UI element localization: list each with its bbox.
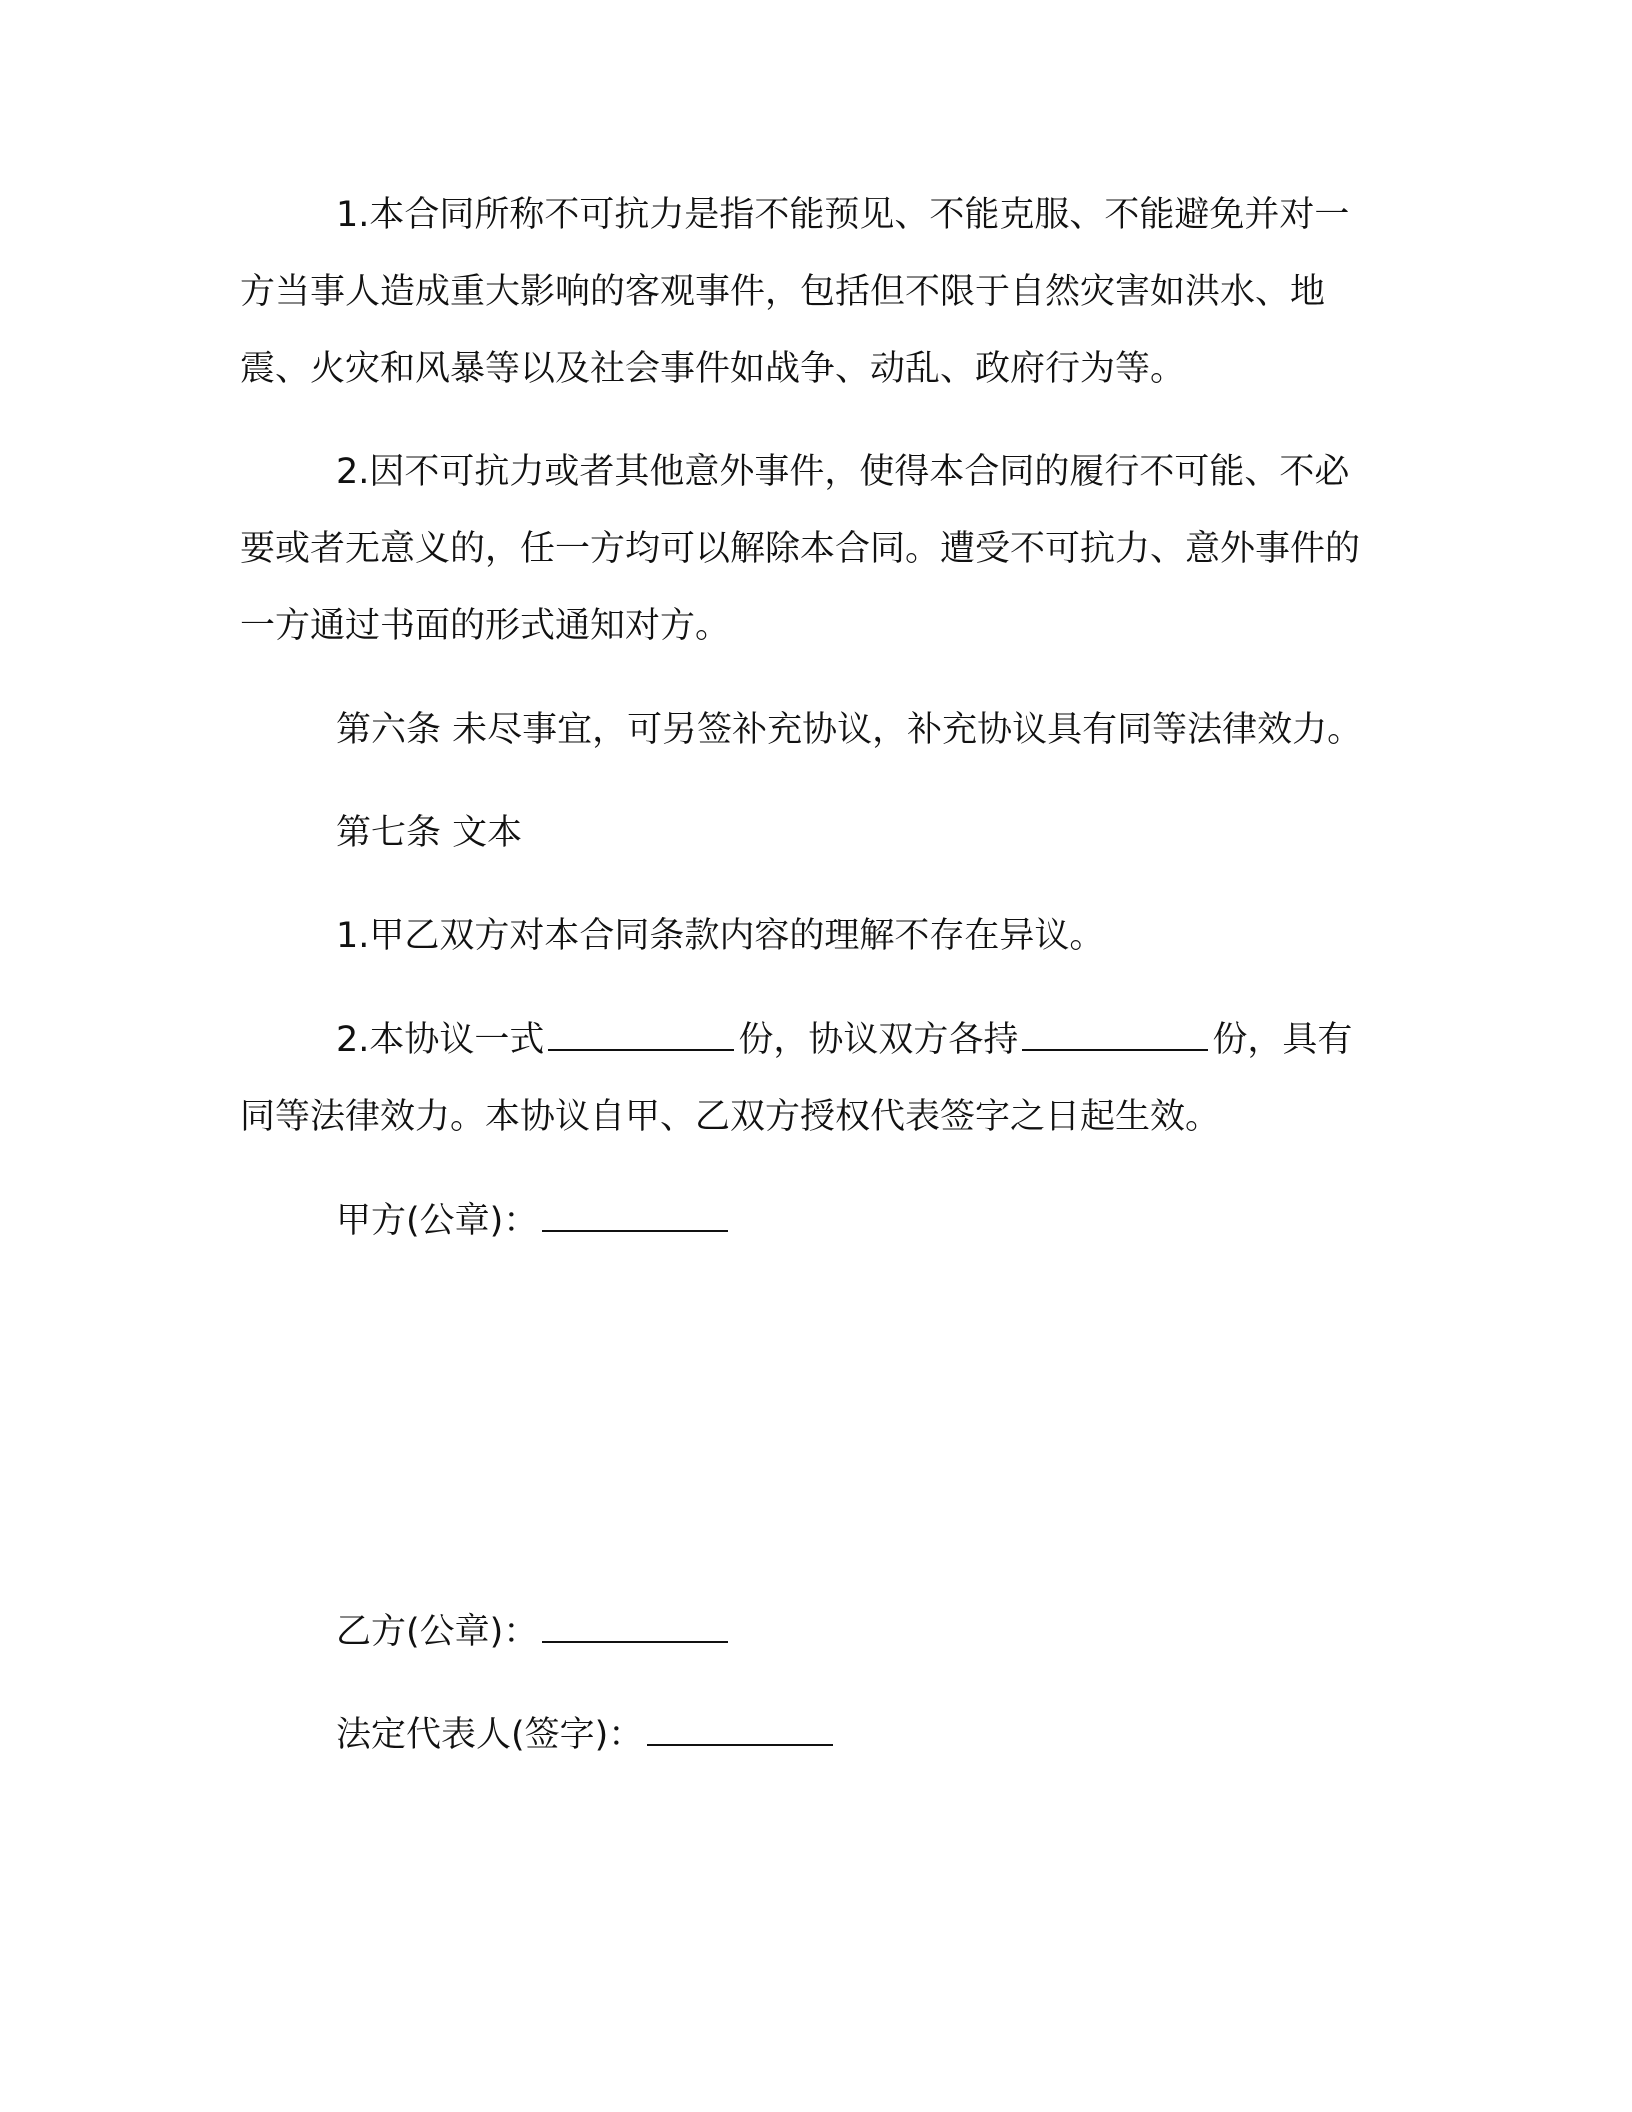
item-2-text-a: 2.本协议一式 — [336, 1020, 545, 1060]
legal-rep-label: 法定代表人(签字)： — [336, 1715, 644, 1755]
party-a-signature-blank — [542, 1200, 728, 1232]
legal-rep-signature — [336, 1697, 837, 1774]
legal-rep-signature-blank — [647, 1714, 833, 1746]
force-majeure-clause-2: 2.因不可抗力或者其他意外事件，使得本合同的履行不可能、不必要或者无意义的，任一方均可以解除本合同。遭受不可抗力、意外事件的一方通过书面的形式通知对方。 — [240, 452, 1361, 646]
article-7-item-1: 1.甲乙双方对本合同条款内容的理解不存在异议。 — [336, 916, 1105, 956]
party-a-label: 甲方(公章)： — [336, 1201, 539, 1241]
article-7-item-2 — [240, 1002, 1370, 1156]
copies-each-blank — [1022, 1019, 1208, 1051]
article-7-title: 第七条 文本 — [336, 813, 523, 853]
item-2-text-c: 份，具有同等法律效力。本协议自甲、乙双方授权代表签字之日起生效。 — [240, 1020, 1353, 1137]
item-2-text-b: 份，协议双方各持 — [738, 1020, 1019, 1060]
party-a-signature — [336, 1183, 732, 1260]
party-b-signature — [336, 1594, 732, 1671]
article-6: 第六条 未尽事宜，可另签补充协议，补充协议具有同等法律效力。 — [336, 710, 1363, 750]
party-b-label: 乙方(公章)： — [336, 1612, 539, 1652]
party-b-signature-blank — [542, 1611, 728, 1643]
force-majeure-clause-1: 1.本合同所称不可抗力是指不能预见、不能克服、不能避免并对一方当事人造成重大影响的客观事件，包括但不限于自然灾害如洪水、地震、火灾和风暴等以及社会事件如战争、动乱、政府行为等。 — [240, 195, 1350, 389]
copies-total-blank — [548, 1019, 734, 1051]
